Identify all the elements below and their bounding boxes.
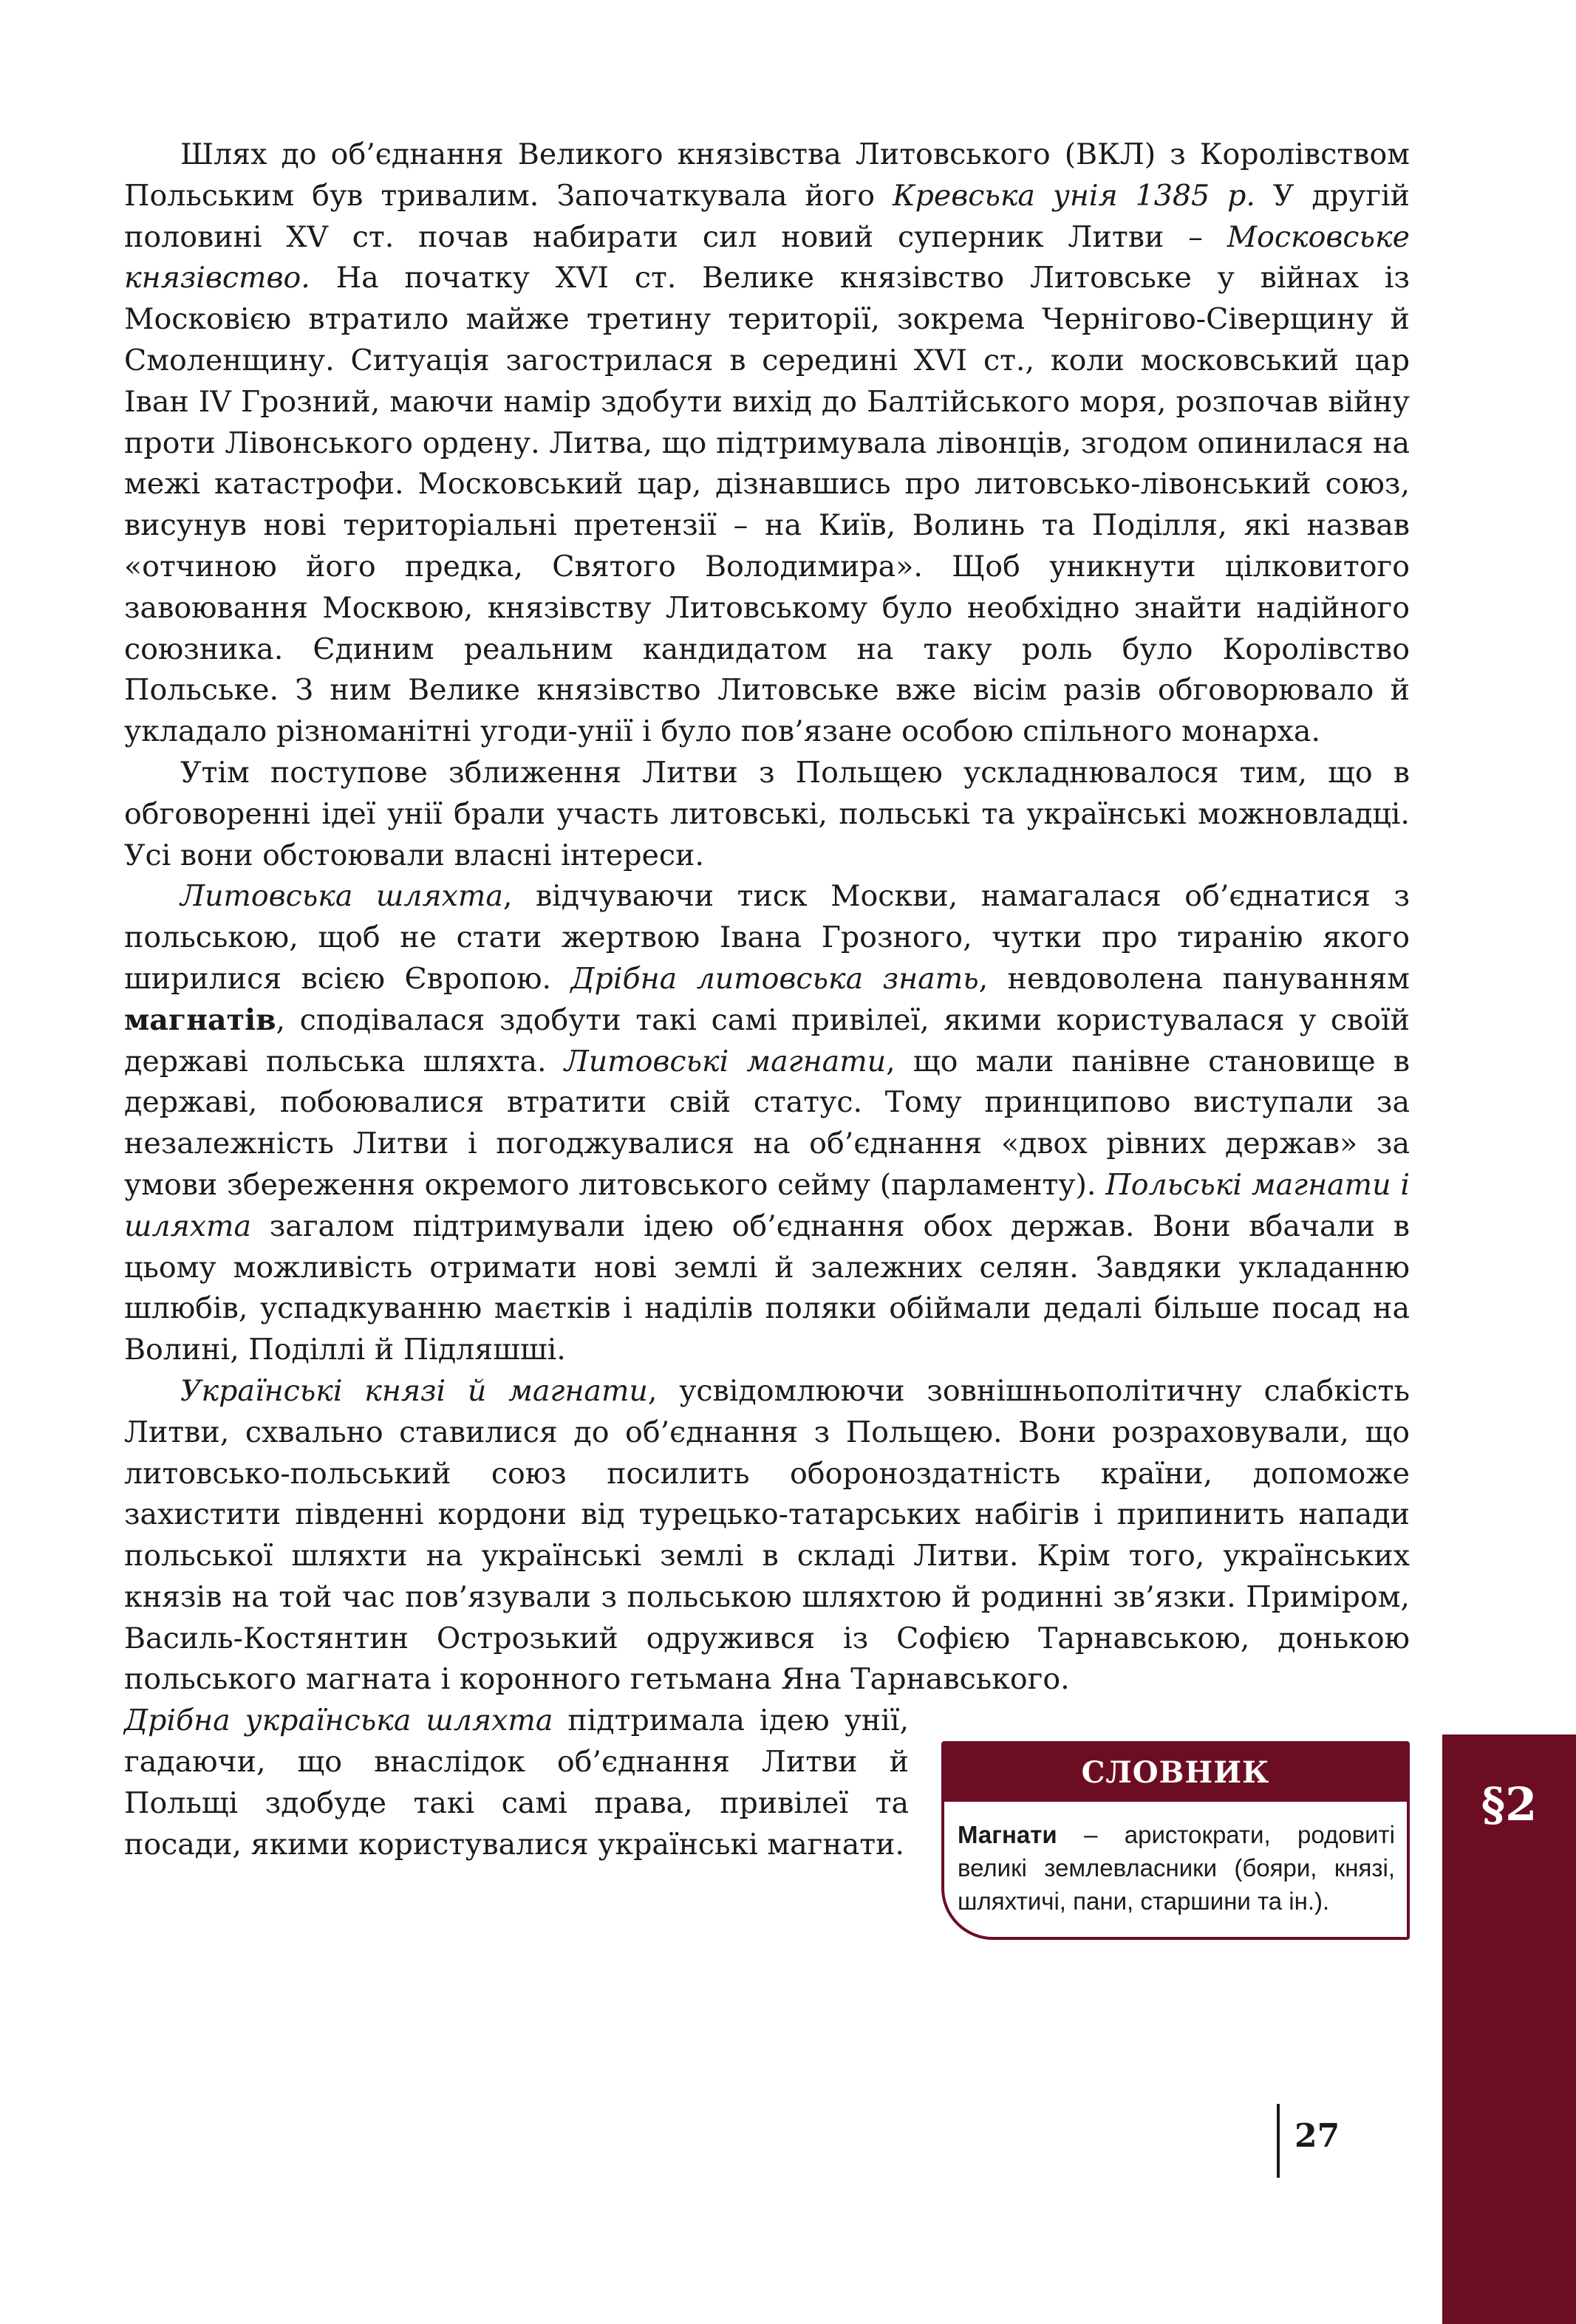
page-number: 27	[1294, 2117, 1340, 2155]
text-segment: Утім поступове зближення Литви з Польщею ускладнювалося тим, що в обговоренні ідеї унії брали участь литовські, польські та українські можновладці. Усі вони обстоювали власні інтереси.	[124, 755, 1410, 872]
text-segment: , що мали панівне становище в державі, побоювалися втратити свій статус. Тому принципово виступали за незалежність Литви і погоджувалися на об’єднання «двох рівних держав» за умови збереження окремого литовського сейму (парламенту).	[124, 1044, 1410, 1202]
glossary-box	[941, 1741, 1410, 1940]
section-tab	[1442, 1735, 1576, 2324]
page-number-divider	[1277, 2104, 1280, 2178]
glossary-definition: – аристократи, родовиті великі землевласники (бояри, князі, шляхтичі, пани, старшини та ін.).	[958, 1821, 1395, 1915]
glossary-title: СЛОВНИК	[944, 1744, 1407, 1802]
body-text	[124, 134, 1410, 1952]
text-segment: , відчуваючи тиск Москви, намагалася об’єднатися з польською, щоб не стати жертвою Івана Грозного, чутки про тиранію якого ширилися всією Європою.	[124, 879, 1410, 996]
paragraph-2	[124, 753, 1410, 876]
paragraph-4-lead: Українські князі й магнати	[180, 1373, 648, 1408]
glossary-body	[944, 1802, 1407, 1937]
text-segment: Литовська шляхта	[180, 879, 503, 914]
section-mark: §2	[1481, 1777, 1538, 1831]
text-segment: На початку XVI ст. Велике князівство Литовське у війнах із Московією втратило майже третину території, зокрема Чернігово-Сіверщину й Смоленщину. Ситуація загострилася в середині XVI ст., коли московський цар Іван IV Грозний, маючи намір здобути вихід до Балтійського моря, розпочав війну проти Лівонського ордену. Литва, що підтримувала лівонців, згодом опинилася на межі катастрофи. Московський цар, дізнавшись про литовсько-лівонський союз, висунув нові територіальні претензії – на Київ, Волинь та Поділля, які назвав «отчиною його предка, Святого Володимира». Щоб уникнути цілковитого завоювання Москвою, князівству Литовському було необхідно знайти надійного союзника. Єдиним реальним кандидатом на таку роль було Королівство Польське. З ним Велике князівство Литовське вже вісім разів обговорювало й укладало різноманітні угоди-унії і було пов’язане особою спільного монарха.	[124, 261, 1410, 749]
text-segment: , сподівалася здобути такі самі привілеї, якими користувалася у своїй державі польська шляхта.	[124, 1002, 1410, 1079]
paragraph-4	[124, 1371, 1410, 1701]
paragraph-4-text-a: , усвідомлюючи зовнішньополітичну слабкість Литви, схвально ставилися до об’єднання з Польщею. Вони розраховували, що литовсько-польський союз посилить обороноздатність країни, допоможе захистити південні кордони від турецько-татарських набігів і припинить напади польської шляхти на українські землі в складі Литви. Крім того, українських князів на той час пов’язували з польською шляхтою й родинні зв’язки. Приміром, Василь-Костянтин Острозький одружився із Софією Тарнавською, донькою польського магната і коронного гетьмана Яна Тарнавського.	[124, 1373, 1410, 1697]
text-segment: Московське князівство.	[124, 219, 1410, 295]
text-segment: Литовські магнати	[564, 1044, 887, 1079]
text-segment: загалом підтримували ідею об’єднання обох держав. Вони вбачали в цьому можливість отримати нові землі й залежних селян. Завдяки укладанню шлюбів, успадкуванню маєтків і наділів поляки обіймали дедалі більше посад на Волині, Поділлі й Підляшші.	[124, 1209, 1410, 1367]
text-segment: У другій половині XV ст. почав набирати сил новий суперник Литви –	[124, 178, 1410, 254]
text-segment: Польські магнати і шляхта	[124, 1167, 1410, 1243]
paragraph-3	[124, 876, 1410, 1371]
text-segment: Шлях до об’єднання Великого князівства Литовського (ВКЛ) з Королівством Польським був тривалим. Започаткувала його	[124, 137, 1410, 213]
paragraph-4-text-b: підтримала ідею унії, гадаючи, що внаслідок об’єднання Литви й Польщі здобуде такі самі права, привілеї та посади, якими користувалися українські магнати.	[124, 1703, 909, 1862]
paragraph-1	[124, 134, 1410, 753]
glossary-term: Магнати	[958, 1821, 1057, 1849]
text-segment: , невдоволена пануванням	[978, 961, 1410, 996]
text-segment: магнатів	[124, 1002, 276, 1037]
text-segment: Кревська унія 1385 р.	[893, 178, 1255, 213]
paragraph-4-italic: Дрібна українська шляхта	[124, 1703, 553, 1738]
text-segment: Дрібна литовська знать	[570, 961, 979, 996]
